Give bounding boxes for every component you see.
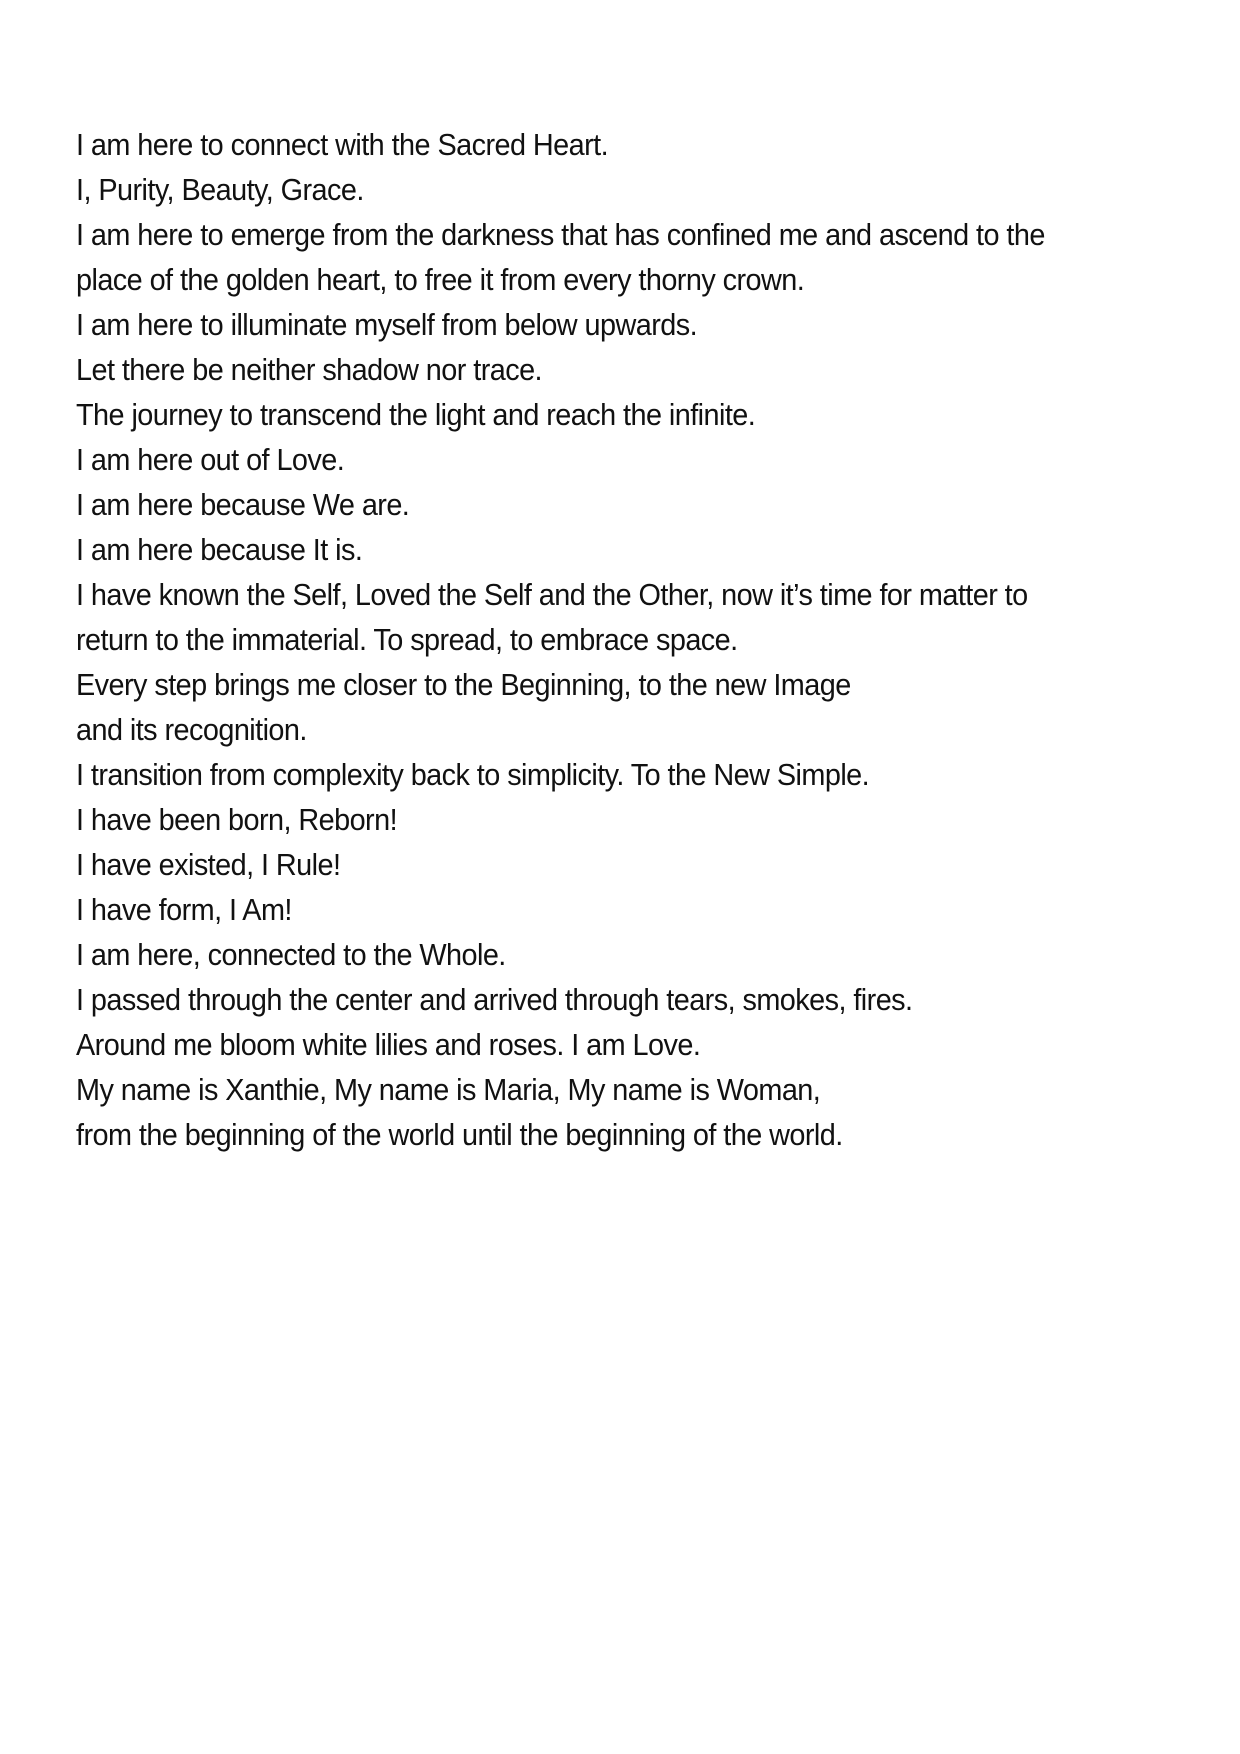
poem-line: I passed through the center and arrived through tears, smokes, fires.: [76, 982, 913, 1017]
poem-line: Let there be neither shadow nor trace.: [76, 352, 543, 387]
poem-line: I, Purity, Beauty, Grace.: [76, 172, 364, 207]
poem-line: I transition from complexity back to simplicity. To the New Simple.: [76, 757, 870, 792]
poem-text-block: [76, 122, 1183, 1157]
poem-line: return to the immaterial. To spread, to embrace space.: [76, 622, 738, 657]
poem-line: My name is Xanthie, My name is Maria, My name is Woman,: [76, 1072, 821, 1107]
poem-line: I am here, connected to the Whole.: [76, 937, 506, 972]
poem-line: I have existed, I Rule!: [76, 847, 341, 882]
poem-line: I am here to emerge from the darkness that has confined me and ascend to the: [76, 217, 1045, 252]
poem-line: Every step brings me closer to the Beginning, to the new Image: [76, 667, 851, 702]
poem-line: I am here to illuminate myself from below upwards.: [76, 307, 698, 342]
poem-line: and its recognition.: [76, 712, 307, 747]
poem-line: I am here because It is.: [76, 532, 363, 567]
poem-line: I am here to connect with the Sacred Heart.: [76, 127, 609, 162]
poem-line: I have been born, Reborn!: [76, 802, 398, 837]
poem-line: place of the golden heart, to free it from every thorny crown.: [76, 262, 805, 297]
poem-line: from the beginning of the world until the beginning of the world.: [76, 1117, 843, 1152]
poem-line: Around me bloom white lilies and roses. I am Love.: [76, 1027, 701, 1062]
poem-line: The journey to transcend the light and reach the infinite.: [76, 397, 756, 432]
poem-line: I am here out of Love.: [76, 442, 345, 477]
poem-line: I am here because We are.: [76, 487, 410, 522]
poem-line: I have known the Self, Loved the Self and the Other, now it’s time for matter to: [76, 577, 1028, 612]
poem-line: I have form, I Am!: [76, 892, 292, 927]
